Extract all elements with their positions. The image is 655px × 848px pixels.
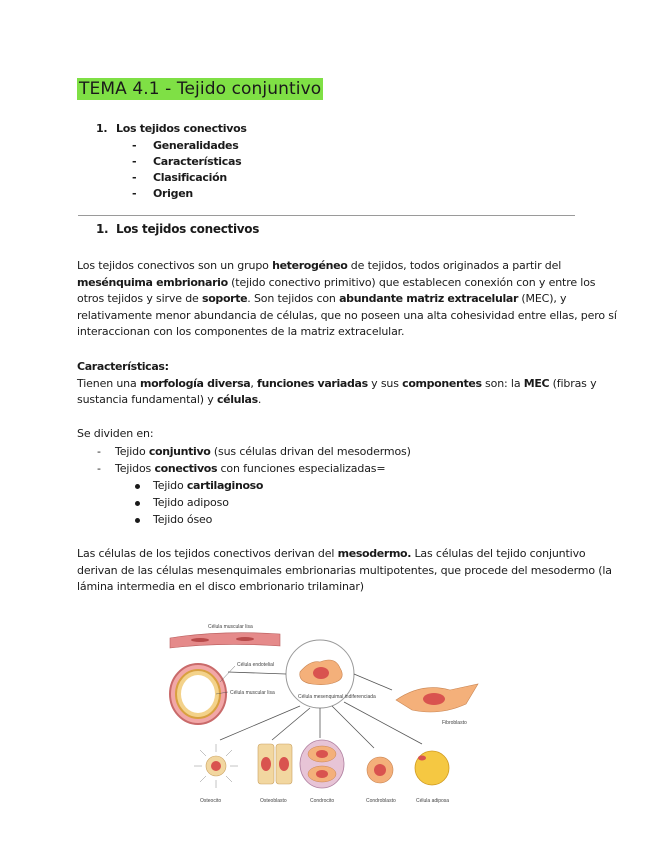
features-heading: Características: — [77, 360, 169, 373]
page-title: TEMA 4.1 - Tejido conjuntivo — [79, 79, 322, 99]
blood-vessel-illustration — [170, 662, 275, 724]
label-osteoblast: Osteoblasto — [260, 798, 287, 804]
osteoblast-illustration — [258, 744, 292, 804]
features-paragraph: Características: Tienen una morfología diversa, funciones variadas y sus componentes son: la MEC (fibras y sustancia fundamental) y células. — [77, 360, 597, 406]
intro-paragraph: Los tejidos conectivos son un grupo heterogéneo de tejidos, todos originados a partir del mesénquima embrionario (tejido conectivo primitivo) que establecen conexión con y entre los otros tejidos y sirve de soporte. Son tejidos con abundante matriz extracelular (MEC), y relativamente menor abundancia de células, que no poseen una alta cohesividad entre ellas, pero sí interaccionan con los componentes de la matriz extracelular. — [77, 259, 617, 338]
toc-dash: - — [132, 139, 137, 152]
toc-item-label: Generalidades — [153, 139, 239, 152]
toc-item-label: Origen — [153, 187, 193, 200]
toc-dash: - — [132, 155, 137, 168]
fibroblast-illustration — [396, 684, 478, 726]
bullet-icon — [135, 477, 140, 494]
chondrocyte-illustration — [300, 740, 344, 804]
toc-item-label: Clasificación — [153, 171, 227, 184]
section-heading-text: Los tejidos conectivos — [116, 222, 260, 236]
label-endothelial: Célula endotelial — [237, 662, 274, 668]
label-adipocyte: Célula adiposa — [416, 798, 450, 804]
mesenchymal-cell-illustration — [286, 640, 376, 708]
section-number: 1. — [96, 222, 109, 236]
sub-list-item: Tejido cartilaginoso — [153, 479, 264, 492]
label-fibroblast: Fibroblasto — [442, 720, 467, 726]
origin-paragraph: Las células de los tejidos conectivos derivan del mesodermo. Las células del tejido conjuntivo derivan de las células mesenquimales embrionarias multipotentes, que procede del mesodermo (la lámina intermedia en el disco embrionario trilaminar) — [77, 547, 612, 593]
sub-list-item: Tejido adiposo — [153, 496, 229, 509]
osteocyte-illustration — [194, 744, 238, 804]
smooth-muscle-illustration — [170, 624, 280, 648]
toc-dash: - — [132, 187, 137, 200]
list-item-label: Tejido conjuntivo (sus células drivan del mesodermos) — [115, 445, 411, 458]
label-chondrocyte: Condrocito — [310, 798, 335, 804]
label-mesenchymal: Célula mesenquimal indiferenciada — [298, 694, 376, 700]
list-item: - — [97, 445, 101, 458]
toc-item-label: Características — [153, 155, 242, 168]
label-smooth-muscle: Célula muscular lisa — [208, 624, 253, 630]
horizontal-divider — [78, 215, 575, 216]
bullet-icon — [135, 511, 140, 528]
adipocyte-illustration — [415, 751, 449, 804]
list-item: - — [97, 462, 101, 475]
label-pericyte: Célula muscular lisa — [230, 690, 275, 696]
division-intro: Se dividen en: — [77, 427, 154, 440]
label-chondroblast: Condroblasto — [366, 798, 396, 804]
toc-dash: - — [132, 171, 137, 184]
toc-heading: Los tejidos conectivos — [116, 122, 247, 135]
chondroblast-illustration — [366, 757, 396, 804]
cell-origin-figure — [160, 612, 482, 808]
toc-number: 1. — [96, 122, 108, 135]
sub-list-item: Tejido óseo — [153, 513, 213, 526]
list-item-label: Tejidos conectivos con funciones especializadas= — [115, 462, 386, 475]
bullet-icon — [135, 494, 140, 511]
label-osteocyte: Osteocito — [200, 798, 222, 804]
